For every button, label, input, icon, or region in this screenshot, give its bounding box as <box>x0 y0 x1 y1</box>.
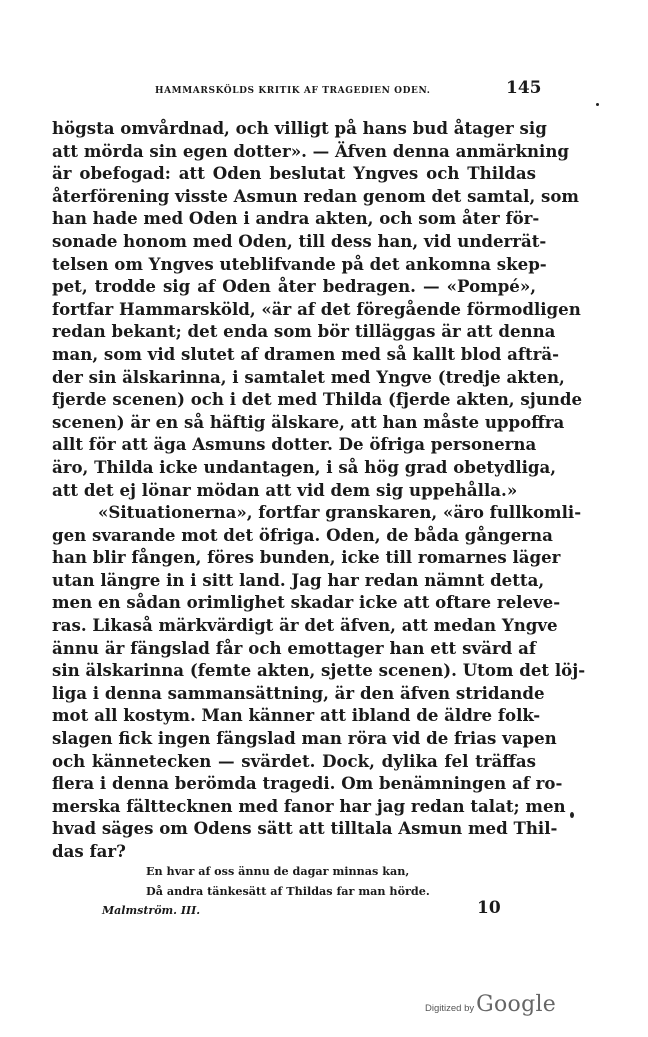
text-line: utan längre in i sitt land. Jag har redan nämnt detta, <box>52 569 545 590</box>
text-line: han blir fången, föres bunden, icke till romarnes läger <box>52 547 561 568</box>
text-line: han hade med Oden i andra akten, och som åter för- <box>52 208 540 229</box>
text-line: men en sådan orimlighet skadar icke att oftare releve- <box>52 592 561 613</box>
text-line: pet, trodde sig af Oden åter bedragen. — «Pompé», <box>52 276 536 297</box>
text-line: återförening visste Asmun redan genom det samtal, som <box>52 185 579 206</box>
text-line: «Situationerna», fortfar granskaren, «äro fullkomli- <box>98 502 582 523</box>
ink-speck <box>570 812 574 818</box>
text-line: liga i denna sammansättning, är den äfven stridande <box>52 682 545 703</box>
text-line: das far? <box>52 841 126 861</box>
watermark-prefix: Digitized by <box>425 1003 475 1014</box>
text-line: högsta omvårdnad, och villigt på hans bud åtager sig <box>52 118 547 138</box>
text-line: allt för att äga Asmuns dotter. De öfriga personerna <box>52 434 537 455</box>
text-line: fjerde scenen) och i det med Thilda (fjerde akten, sjunde <box>52 389 582 410</box>
text-line: ras. Likaså märkvärdigt är det äfven, att medan Yngve <box>52 615 558 636</box>
ink-speck <box>596 103 599 106</box>
text-line: mot all kostym. Man känner att ibland de äldre folk- <box>52 705 541 726</box>
google-logo: Google <box>476 992 557 1017</box>
text-line: fortfar Hammarsköld, «är af det föregående förmodligen <box>52 298 581 319</box>
verse-line: Då andra tänkesätt af Thildas far man hörde. <box>146 884 430 898</box>
text-line: äro, Thilda icke undantagen, i så hög grad obetydliga, <box>52 456 557 477</box>
text-line: ännu är fängslad får och emottager han ett svärd af <box>52 637 536 658</box>
text-line: der sin älskarinna, i samtalet med Yngve (tredje akten, <box>52 366 565 387</box>
body-text <box>52 117 586 863</box>
text-line: scenen) är en så häftig älskare, att han måste uppoffra <box>52 411 565 432</box>
text-line: telsen om Yngves uteblifvande på det ankomna skep- <box>52 253 547 274</box>
text-line: hvad säges om Odens sätt att tilltala Asmun med Thil- <box>52 818 558 839</box>
text-line: redan bekant; det enda som bör tilläggas är att denna <box>52 321 556 342</box>
page-number: 145 <box>506 78 542 98</box>
verse-line: En hvar af oss ännu de dagar minnas kan, <box>146 864 410 878</box>
text-line: merska fälttecknen med fanor har jag redan talat; men <box>52 795 566 816</box>
running-head: HAMMARSKÖLDS KRITIK AF TRAGEDIEN ODEN. <box>155 86 431 96</box>
text-line: flera i denna berömda tragedi. Om benämningen af ro- <box>52 773 563 794</box>
text-line: man, som vid slutet af dramen med så kallt blod afträ- <box>52 343 560 364</box>
text-line: är obefogad: att Oden beslutat Yngves och Thildas <box>52 163 536 184</box>
digitized-watermark <box>425 992 556 1017</box>
text-line: och kännetecken — svärdet. Dock, dylika fel träffas <box>52 750 536 771</box>
text-line: gen svarande mot det öfriga. Oden, de båda gångerna <box>52 524 553 545</box>
printer-signature: Malmström. III. <box>102 904 201 917</box>
text-line: att mörda sin egen dotter». — Äfven denna anmärkning <box>52 140 569 161</box>
text-line: sin älskarinna (femte akten, sjette scenen). Utom det löj- <box>52 660 586 681</box>
verse-quote <box>146 861 430 901</box>
text-line: slagen fick ingen fängslad man röra vid de frias vapen <box>52 728 557 749</box>
text-line: sonade honom med Oden, till dess han, vid underrät- <box>52 230 547 251</box>
text-line: att det ej lönar mödan att vid dem sig uppehålla.» <box>52 479 518 500</box>
signature-number: 10 <box>477 898 501 918</box>
